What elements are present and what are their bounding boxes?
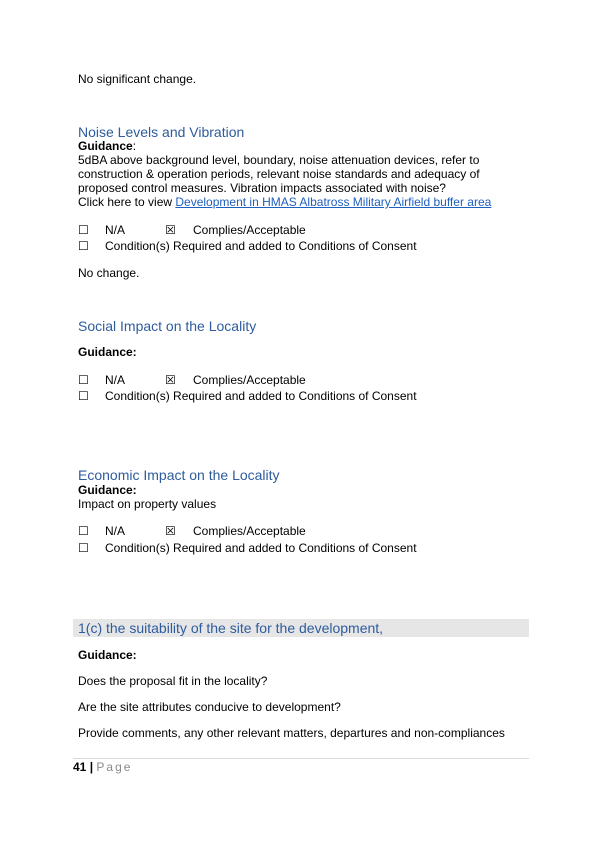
- economic-condition-option[interactable]: [78, 541, 92, 555]
- noise-complies-option[interactable]: [165, 223, 179, 237]
- suitability-question-2: Are the site attributes conducive to development?: [78, 700, 341, 714]
- guidance-colon: :: [132, 139, 137, 153]
- checkbox-unchecked-icon[interactable]: ☐: [78, 223, 89, 237]
- footer-divider: [73, 758, 529, 759]
- checkbox-unchecked-icon[interactable]: ☐: [78, 239, 89, 253]
- social-na-option[interactable]: [78, 373, 92, 387]
- noise-condition-option[interactable]: [78, 239, 92, 253]
- page-word: Page: [96, 760, 133, 774]
- checkbox-unchecked-icon[interactable]: ☐: [78, 373, 89, 387]
- suitability-question-1: Does the proposal fit in the locality?: [78, 674, 268, 688]
- checkbox-checked-icon[interactable]: ☒: [165, 524, 176, 538]
- noise-heading: Noise Levels and Vibration: [78, 124, 245, 140]
- social-guidance-label: Guidance:: [78, 345, 137, 359]
- intro-note: No significant change.: [78, 72, 197, 86]
- checkbox-checked-icon[interactable]: ☒: [165, 373, 176, 387]
- suitability-heading: 1(c) the suitability of the site for the development,: [78, 620, 384, 636]
- noise-guidance-line-1: 5dBA above background level, boundary, noise attenuation devices, refer to: [78, 153, 480, 167]
- checkbox-unchecked-icon[interactable]: ☐: [78, 389, 89, 403]
- checkbox-checked-icon[interactable]: ☒: [165, 223, 176, 237]
- economic-guidance-label: Guidance:: [78, 483, 137, 497]
- suitability-question-3: Provide comments, any other relevant matters, departures and non-compliances: [78, 726, 505, 740]
- noise-na-label: N/A: [105, 223, 126, 237]
- noise-guidance-line-2: construction & operation periods, relevant noise standards and adequacy of: [78, 167, 480, 181]
- economic-heading: Economic Impact on the Locality: [78, 467, 280, 483]
- page-number: 41: [73, 760, 87, 774]
- click-prefix: Click here to view: [78, 195, 176, 209]
- economic-na-option[interactable]: [78, 524, 92, 538]
- noise-guidance-line-3: proposed control measures. Vibration impacts associated with noise?: [78, 181, 446, 195]
- footer-separator: |: [89, 760, 94, 774]
- social-condition-label: Condition(s) Required and added to Conditions of Consent: [105, 389, 417, 403]
- noise-link-line: [78, 195, 491, 209]
- buffer-area-link[interactable]: Development in HMAS Albatross Military Airfield buffer area: [175, 195, 492, 209]
- noise-condition-label: Condition(s) Required and added to Conditions of Consent: [105, 239, 417, 253]
- noise-na-option[interactable]: [78, 223, 92, 237]
- economic-guidance-text: Impact on property values: [78, 497, 217, 511]
- social-na-label: N/A: [105, 373, 126, 387]
- guidance-label: Guidance: [78, 139, 133, 153]
- noise-complies-label: Complies/Acceptable: [193, 223, 306, 237]
- social-heading: Social Impact on the Locality: [78, 318, 257, 334]
- economic-complies-option[interactable]: [165, 524, 179, 538]
- social-complies-label: Complies/Acceptable: [193, 373, 306, 387]
- page-footer: [73, 760, 132, 774]
- checkbox-unchecked-icon[interactable]: ☐: [78, 524, 89, 538]
- checkbox-unchecked-icon[interactable]: ☐: [78, 541, 89, 555]
- social-complies-option[interactable]: [165, 373, 179, 387]
- economic-complies-label: Complies/Acceptable: [193, 524, 306, 538]
- suitability-guidance-label: Guidance:: [78, 648, 137, 662]
- social-condition-option[interactable]: [78, 389, 92, 403]
- economic-condition-label: Condition(s) Required and added to Conditions of Consent: [105, 541, 417, 555]
- noise-note: No change.: [78, 266, 140, 280]
- noise-guidance-label: [78, 139, 136, 153]
- economic-na-label: N/A: [105, 524, 126, 538]
